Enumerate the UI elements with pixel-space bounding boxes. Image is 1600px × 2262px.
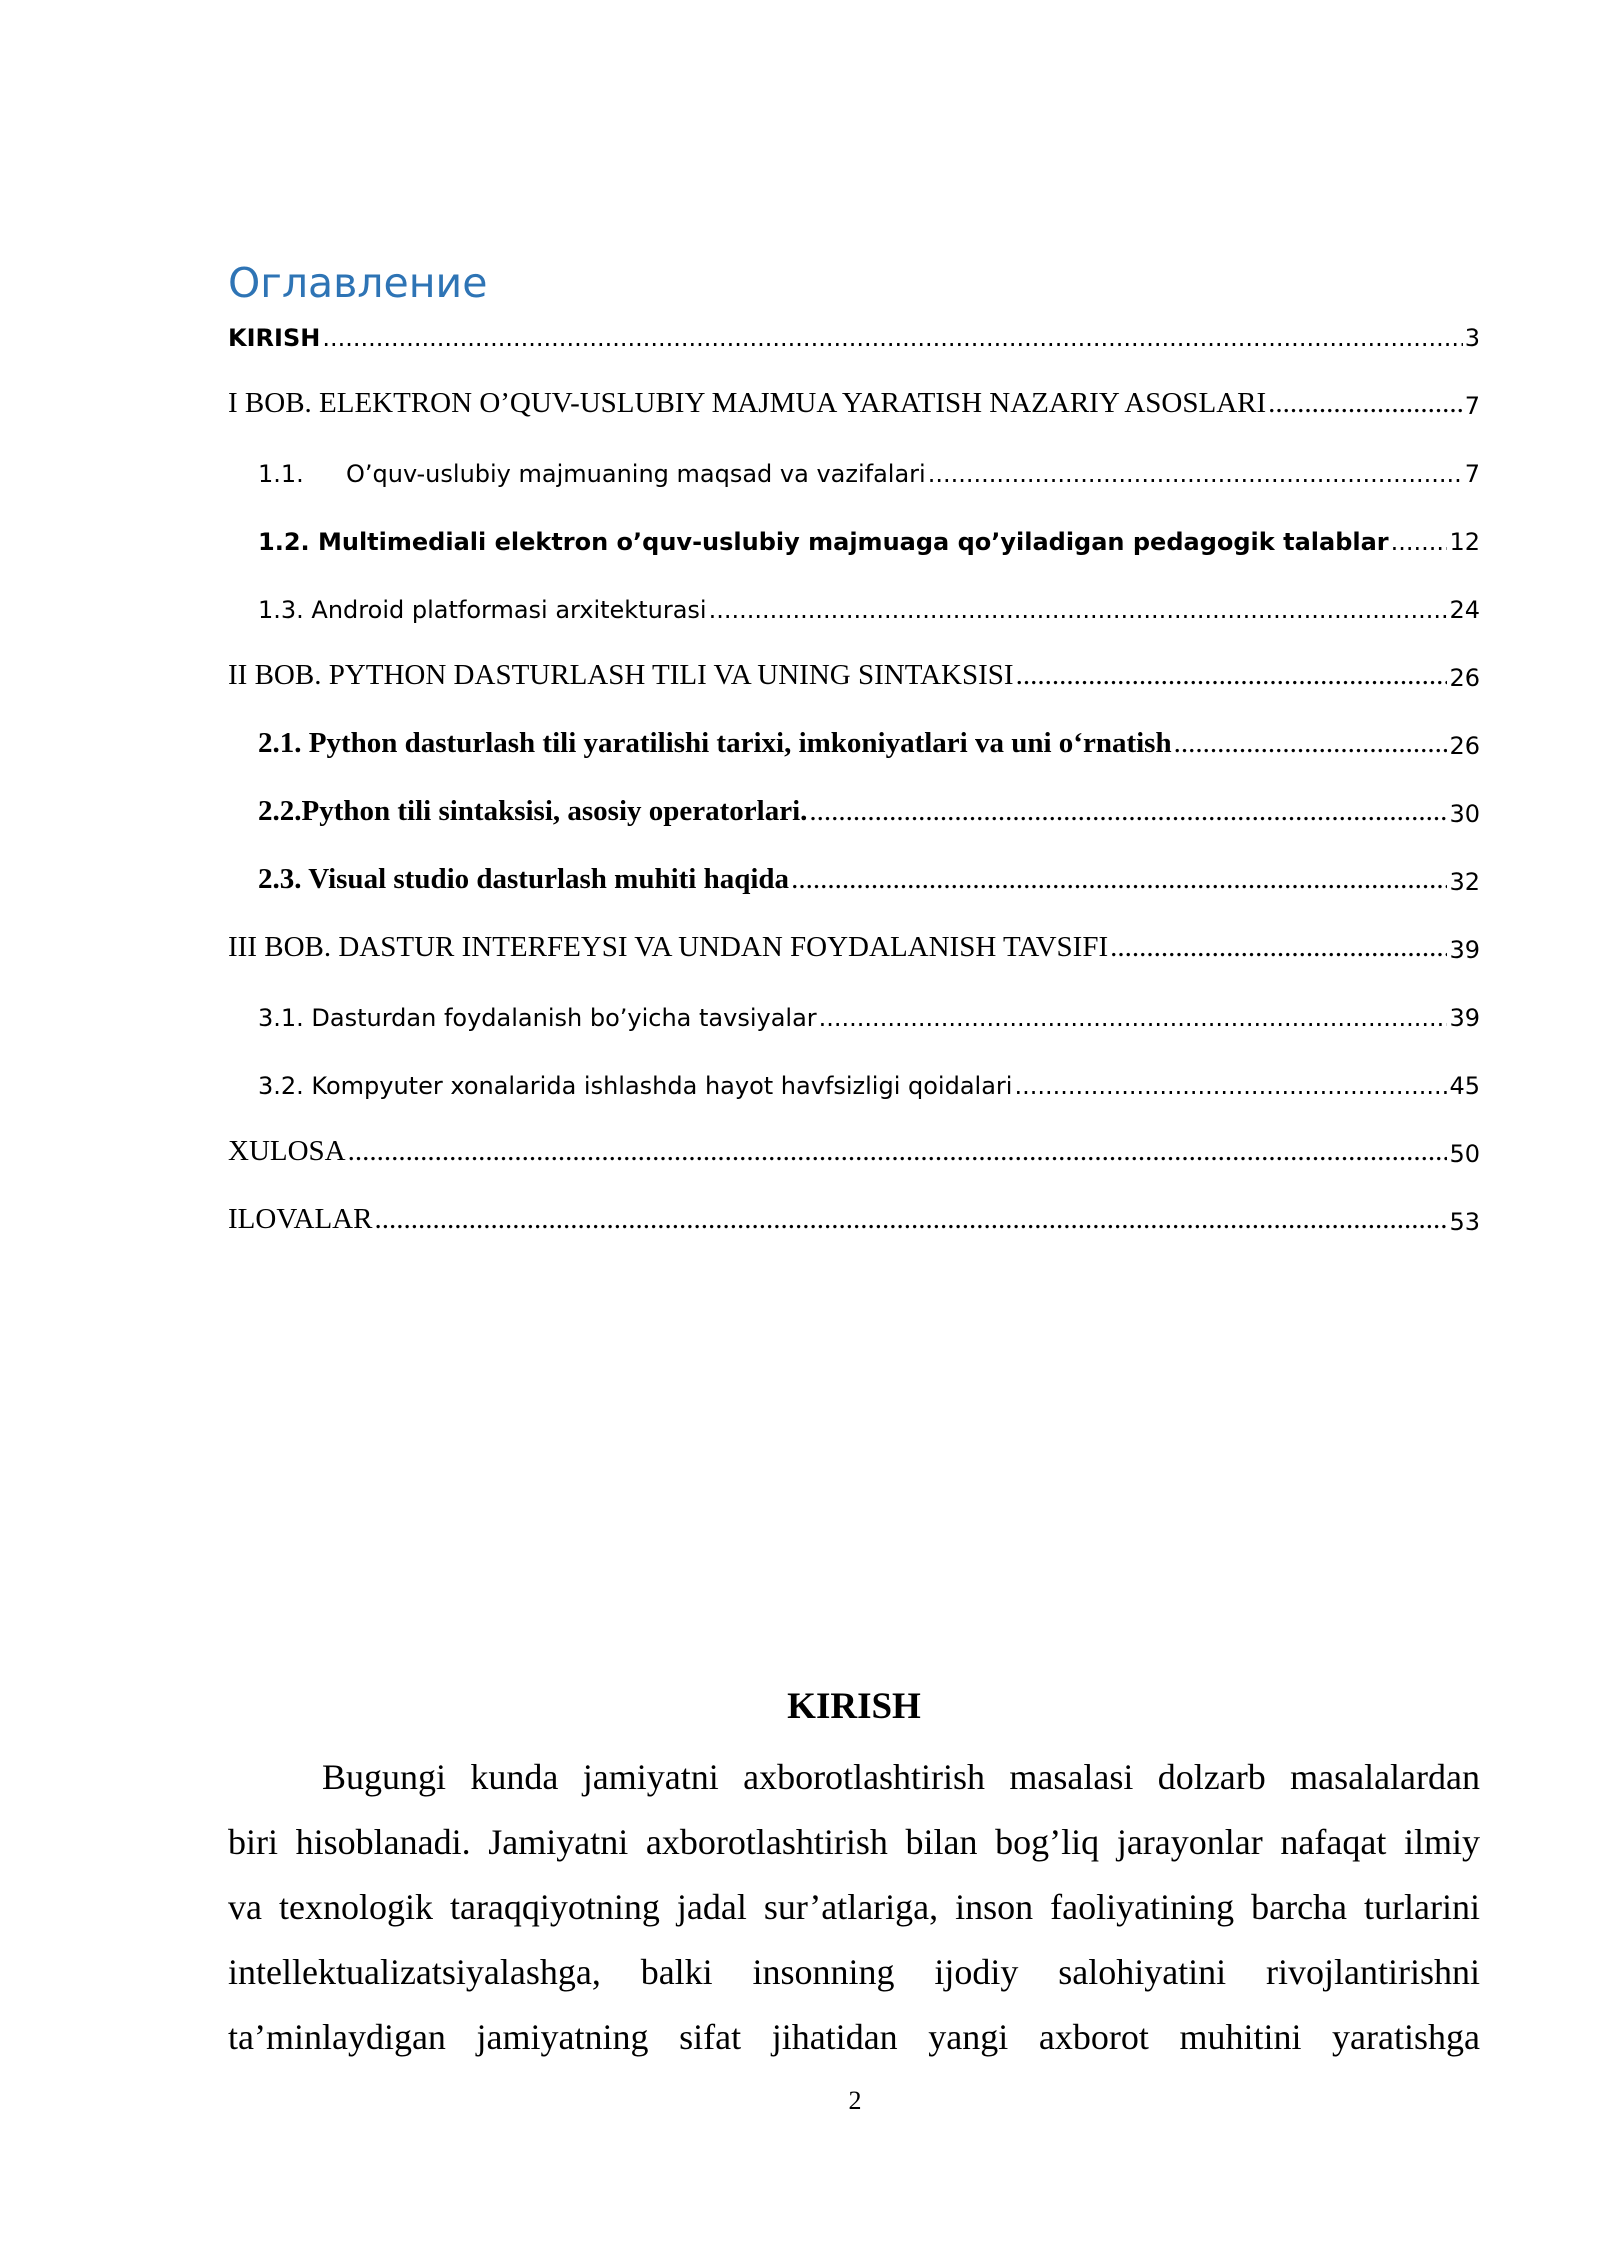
toc-entry-page: 3: [1464, 324, 1480, 352]
toc-entry-text: 2.1. Python dasturlash tili yaratilishi tarixi, imkoniyatlari va uni o‘rnatish: [258, 727, 1172, 759]
toc-entry-page: 39: [1449, 1004, 1480, 1032]
toc-entry-page: 53: [1449, 1208, 1480, 1236]
toc-entry-2-2[interactable]: [258, 788, 1480, 828]
toc-entry-page: 7: [1464, 460, 1480, 488]
section-body: [228, 1745, 1480, 2070]
toc-entry-1-2[interactable]: [258, 516, 1480, 556]
toc-entry-chapter-1[interactable]: [228, 380, 1480, 420]
toc-entry-page: 12: [1449, 528, 1480, 556]
toc-entry-1-1[interactable]: [258, 448, 1480, 488]
toc-entry-page: 32: [1449, 868, 1480, 896]
section-heading: KIRISH: [787, 1686, 921, 1727]
toc-entry-text: II BOB. PYTHON DASTURLASH TILI VA UNING SINTAKSISI: [228, 659, 1014, 691]
toc-entry-page: 39: [1449, 936, 1480, 964]
toc-entry-page: 24: [1449, 596, 1480, 624]
toc-entry-1-3[interactable]: [258, 584, 1480, 624]
toc-leader-dots: [1110, 931, 1447, 964]
toc-leader-dots: [791, 863, 1447, 896]
body-line: va texnologik taraqqiyotning jadal sur’atlariga, inson faoliyatining barcha turlarini: [228, 1887, 1480, 1927]
toc-entry-page: 26: [1449, 732, 1480, 760]
toc-entry-page: 50: [1449, 1140, 1480, 1168]
toc-leader-dots: [1391, 528, 1448, 556]
toc-entry-page: 30: [1449, 800, 1480, 828]
body-line: intellektualizatsiyalashga, balki insonning ijodiy salohiyatini rivojlantirishni: [228, 1952, 1480, 1992]
toc-entry-text: 1.2. Multimediali elektron o’quv-uslubiy majmuaga qo’yiladigan pedagogik talablar: [258, 528, 1389, 556]
toc-entry-number: 1.1.: [258, 460, 304, 488]
toc-entry-text: 2.2.Python tili sintaksisi, asosiy operatorlari.: [258, 795, 808, 827]
toc-entry-2-3[interactable]: [258, 856, 1480, 896]
toc-leader-dots: [809, 795, 1447, 828]
toc-entry-page: 26: [1449, 664, 1480, 692]
toc-entry-page: 7: [1464, 392, 1480, 420]
toc-leader-dots: [928, 460, 1463, 488]
toc-entry-ilovalar[interactable]: [228, 1196, 1480, 1236]
toc-entry-3-1[interactable]: [258, 992, 1480, 1032]
toc-entry-text: KIRISH: [228, 324, 321, 352]
toc-leader-dots: [1268, 387, 1463, 420]
toc-entry-text: O’quv-uslubiy majmuaning maqsad va vazifalari: [346, 460, 926, 488]
body-line: biri hisoblanadi. Jamiyatni axborotlashtirish bilan bog’liq jarayonlar nafaqat ilmiy: [228, 1822, 1480, 1862]
toc-entry-chapter-2[interactable]: [228, 652, 1480, 692]
body-line: Bugungi kunda jamiyatni axborotlashtirish masalasi dolzarb masalalardan: [322, 1757, 1480, 1797]
toc-entry-2-1[interactable]: [258, 720, 1480, 760]
toc-leader-dots: [374, 1203, 1447, 1236]
body-line: ta’minlaydigan jamiyatning sifat jihatidan yangi axborot muhitini yaratishga: [228, 2017, 1480, 2057]
toc-entry-page: 45: [1449, 1072, 1480, 1100]
toc-entry-text: 3.2. Kompyuter xonalarida ishlashda hayot havfsizligi qoidalari: [258, 1072, 1013, 1100]
toc-leader-dots: [322, 324, 1462, 352]
toc-entry-chapter-3[interactable]: [228, 924, 1480, 964]
toc-entry-kirish[interactable]: [228, 312, 1480, 352]
page-number: 2: [848, 2086, 862, 2115]
toc-title: Оглавление: [228, 259, 488, 307]
toc-leader-dots: [709, 596, 1448, 624]
toc-entry-text: I BOB. ELEKTRON O’QUV-USLUBIY MAJMUA YARATISH NAZARIY ASOSLARI: [228, 387, 1267, 419]
toc-leader-dots: [1014, 1072, 1447, 1100]
toc-leader-dots: [819, 1004, 1448, 1032]
toc-leader-dots: [1016, 659, 1448, 692]
toc-leader-dots: [348, 1135, 1448, 1168]
toc-entry-text: ILOVALAR: [228, 1203, 373, 1235]
toc-entry-text: XULOSA: [228, 1135, 346, 1167]
toc-entry-3-2[interactable]: [258, 1060, 1480, 1100]
toc-entry-text: III BOB. DASTUR INTERFEYSI VA UNDAN FOYDALANISH TAVSIFI: [228, 931, 1109, 963]
toc-entry-text: 1.3. Android platformasi arxitekturasi: [258, 596, 707, 624]
toc-entry-text: 3.1. Dasturdan foydalanish bo’yicha tavsiyalar: [258, 1004, 817, 1032]
toc-leader-dots: [1174, 727, 1448, 760]
toc-entry-xulosa[interactable]: [228, 1128, 1480, 1168]
toc-entry-text: 2.3. Visual studio dasturlash muhiti haqida: [258, 863, 790, 895]
